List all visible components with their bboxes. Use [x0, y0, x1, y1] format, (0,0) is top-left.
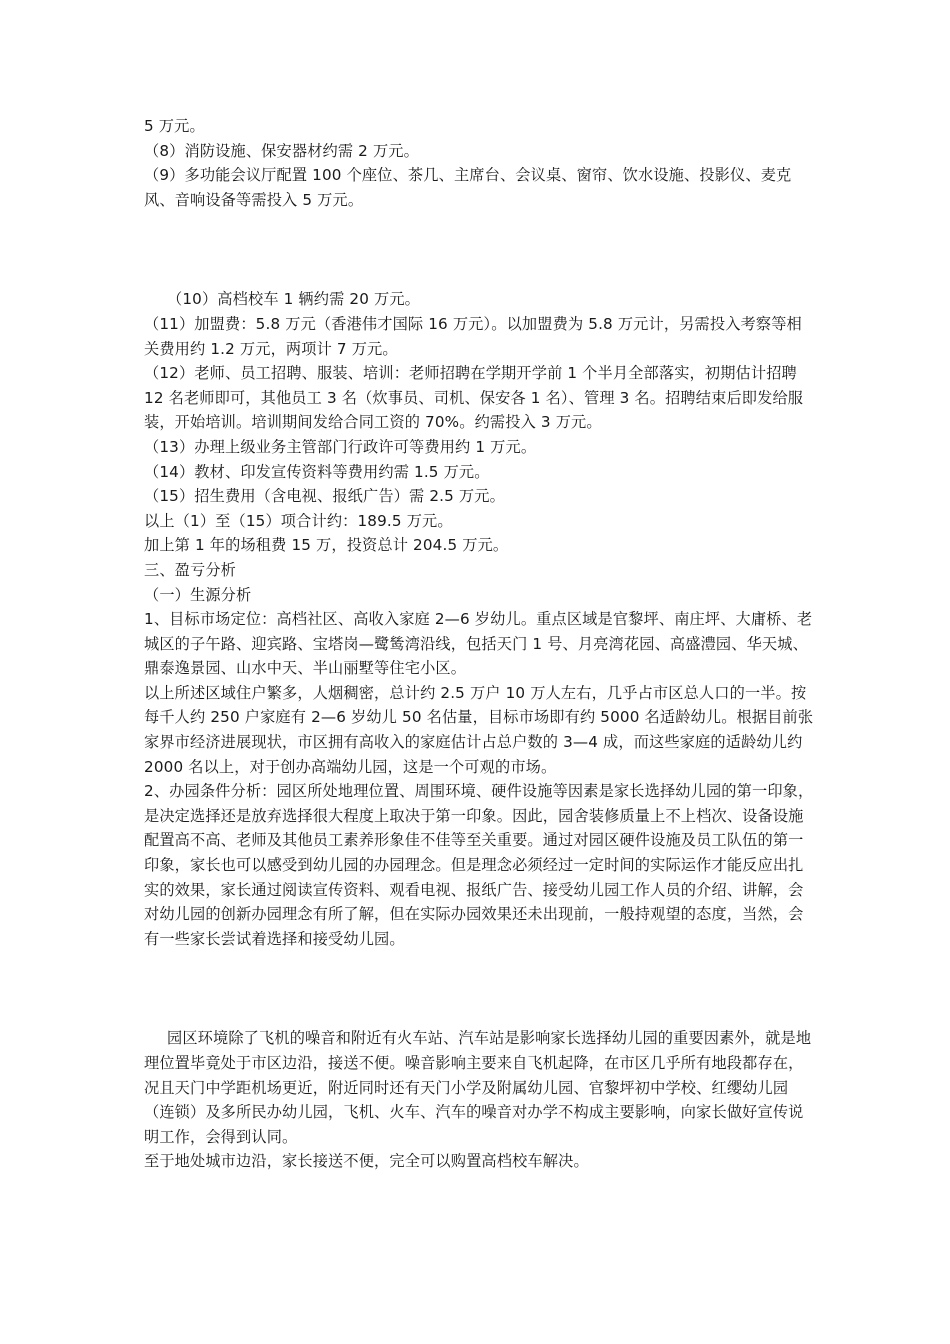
subsection-heading: （一）生源分析 [144, 585, 252, 604]
paragraph: （12）老师、员工招聘、服装、培训：老师招聘在学期开学前 1 个半月全部落实，初期估计招聘 12 名老师即可，其他员工 3 名（炊事员、司机、保安各 1 名）、管理 3 名。招聘结束后即发给服装，开始培训。培训期间发给合同工资的 70%。约需投入 3 万元。 [144, 364, 804, 432]
paragraph: （14）教材、印发宣传资料等费用约需 1.5 万元。 [144, 462, 490, 481]
page-break-gap [144, 212, 814, 287]
paragraph: （11）加盟费：5.8 万元（香港伟才国际 16 万元）。以加盟费为 5.8 万元计，另需投入考察等相关费用约 1.2 万元，两项计 7 万元。 [144, 314, 802, 358]
paragraph: 以上所述区域住户繁多，人烟稠密，总计约 2.5 万户 10 万人左右，几乎占市区总人口的一半。按每千人约 250 户家庭有 2—6 岁幼儿 50 名估量，目标市场即有约 5000 名适龄幼儿。根据目前张家界市经济进展现状，市区拥有高收入的家庭估计占总户数的 3—4 成，而这些家庭的适龄幼儿约 2000 名以上，对于创办高端幼儿园，这是一个可观的市场。 [144, 683, 814, 776]
paragraph: （8）消防设施、保安器材约需 2 万元。 [144, 141, 419, 160]
paragraph: 至于地处城市边沿，家长接送不便，完全可以购置高档校车解决。 [144, 1152, 589, 1171]
paragraph: 园区环境除了飞机的噪音和附近有火车站、汽车站是影响家长选择幼儿园的重要因素外，就是地理位置毕竟处于市区边沿，接送不便。噪音影响主要来自飞机起降，在市区几乎所有地段都存在，况且天门中学距机场更近，附近同时还有天门小学及附属幼儿园、官黎坪初中学校、红缨幼儿园（连锁）及多所民办幼儿园，飞机、火车、汽车的噪音对办学不构成主要影响，向家长做好宣传说明工作，会得到认同。 [144, 1029, 812, 1146]
section-heading: 三、盈亏分析 [144, 560, 237, 579]
document-page [144, 114, 814, 1174]
paragraph: 1、目标市场定位：高档社区、高收入家庭 2—6 岁幼儿。重点区域是官黎坪、南庄坪、大庸桥、老城区的子午路、迎宾路、宝塔岗—鹭鸶湾沿线，包括天门 1 号、月亮湾花园、高盛澧园、华天城、鼎泰逸景园、山水中天、半山丽墅等住宅小区。 [144, 610, 813, 678]
paragraph: 以上（1）至（15）项合计约：189.5 万元。 [144, 511, 453, 530]
paragraph: （9）多功能会议厅配置 100 个座位、茶几、主席台、会议桌、窗帘、饮水设施、投影仪、麦克风、音响设备等需投入 5 万元。 [144, 166, 792, 209]
paragraph: （10）高档校车 1 辆约需 20 万元。 [167, 290, 421, 309]
paragraph: （15）招生费用（含电视、报纸广告）需 2.5 万元。 [144, 487, 505, 506]
paragraph: 加上第 1 年的场租费 15 万，投资总计 204.5 万元。 [144, 536, 509, 555]
page-break-gap [144, 951, 814, 1026]
paragraph: 2、办园条件分析：园区所处地理位置、周围环境、硬件设施等因素是家长选择幼儿园的第一印象，是决定选择还是放弃选择很大程度上取决于第一印象。因此，园舍装修质量上不上档次、设备设施配置高不高、老师及其他员工素养形象佳不佳等至关重要。通过对园区硬件设施及员工队伍的第一印象，家长也可以感受到幼儿园的办园理念。但是理念必须经过一定时间的实际运作才能反应出扎实的效果，家长通过阅读宣传资料、观看电视、报纸广告、接受幼儿园工作人员的介绍、讲解，会对幼儿园的创新办园理念有所了解，但在实际办园效果还未出现前，一般持观望的态度，当然，会有一些家长尝试着选择和接受幼儿园。 [144, 782, 814, 948]
paragraph: 5 万元。 [144, 117, 205, 135]
paragraph: （13）办理上级业务主管部门行政许可等费用约 1 万元。 [144, 437, 537, 456]
